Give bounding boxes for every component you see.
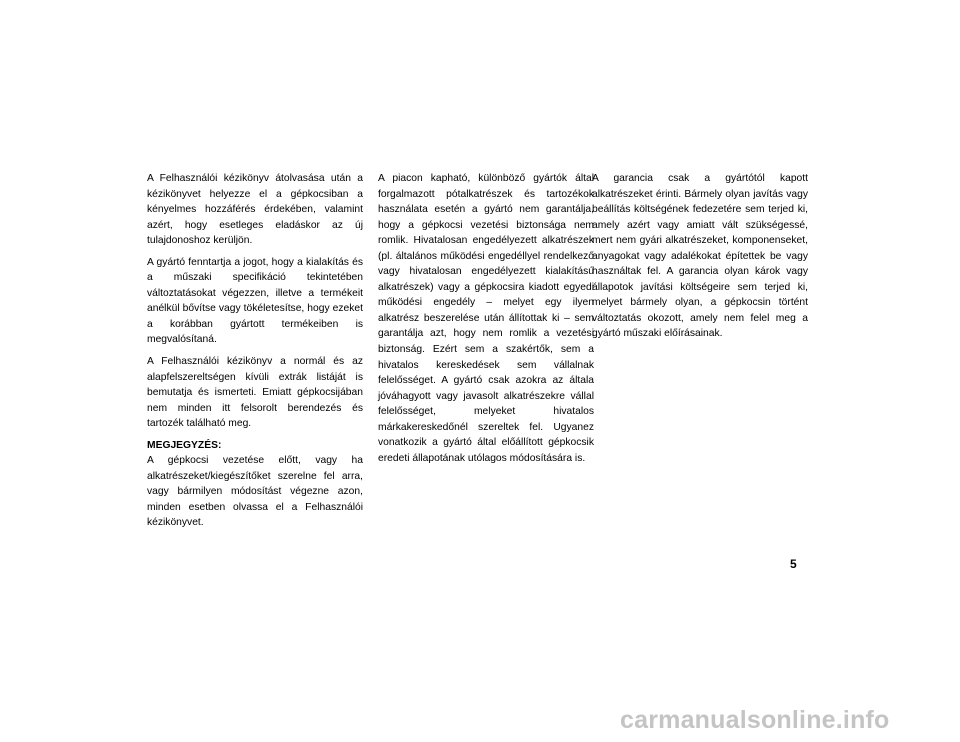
note-text: A gépkocsi vezetése előtt, vagy ha alkatrészeket/kiegészítőket szerelne fel arra, vagy bármilyen módosítást végezne azon, minden esetben olvassa el a Felhasználói kézikönyvet.	[147, 455, 363, 529]
text-column-1	[147, 171, 363, 537]
paragraph-manufacturer-rights: A gyártó fenntartja a jogot, hogy a kialakítás és a műszaki specifikáció tekintetében változtatásokat végezzen, illetve a termékeit anélkül bővítse vagy tökéletesítse, hogy ezeket a korábban gyártott termékeiben is megvalósítaná.	[147, 256, 363, 346]
text-column-3	[592, 171, 808, 348]
watermark-text: carmanualsonline.info	[620, 706, 890, 734]
paragraph-manual-storage: A Felhasználói kézikönyv átolvasása után a kézikönyvet helyezze el a gépkocsiban a kényelmes hozzáférés érdekében, valamint azért, hogy esetleges eladáskor az új tulajdonoshoz kerüljön.	[147, 173, 363, 247]
text-column-2	[378, 171, 594, 472]
note-heading: MEGJEGYZÉS:	[147, 439, 222, 451]
paragraph-warranty: A garancia csak a gyártótól kapott alkatrészeket érinti. Bármely olyan javítás vagy beállítás költségének fedezetére sem terjed ki, amely azért vagy amiatt vált szükségessé, mert nem gyári alkatrészeket, komponenseket, anyagokat vagy adalékokat építettek be vagy használtak fel. A garancia olyan károk vagy állapotok javítási költségeire sem terjed ki, melyet bármely olyan, a gépkocsin történt változtatás okozott, amely nem felel meg a gyártó műszaki előírásainak.	[592, 173, 808, 340]
paragraph-aftermarket-parts: A piacon kapható, különböző gyártók által forgalmazott pótalkatrészek és tartozékok használata esetén a gyártó nem garantálja, hogy a gépkocsi vezetési biztonsága nem romlik. Hivatalosan engedélyezett alkatrészek (pl. általános működési engedéllyel rendelkező vagy hivatalosan engedélyezett kialakítású alkatrészek) vagy a gépkocsira kiadott egyedi működési engedély – melyet egy ilyen alkatrész beszerelése után állítottak ki – sem garantálja azt, hogy nem romlik a vezetési biztonság. Ezért sem a szakértők, sem a hivatalos kereskedések sem vállalnak felelősséget. A gyártó csak azokra az általa jóváhagyott vagy javasolt alkatrészekre vállal felelősséget, melyeket hivatalos márkakereskedőnél szereltek fel. Ugyanez vonatkozik a gyártó által előállított gépkocsik eredeti állapotának utólagos módosítására is.	[378, 173, 594, 464]
page-number: 5	[790, 557, 797, 571]
paragraph-equipment-list: A Felhasználói kézikönyv a normál és az alapfelszereltségen kívüli extrák listáját is bemutatja és ismerteti. Emiatt gépkocsijában nem minden itt felsorolt berendezés és tartozék található meg.	[147, 356, 363, 430]
